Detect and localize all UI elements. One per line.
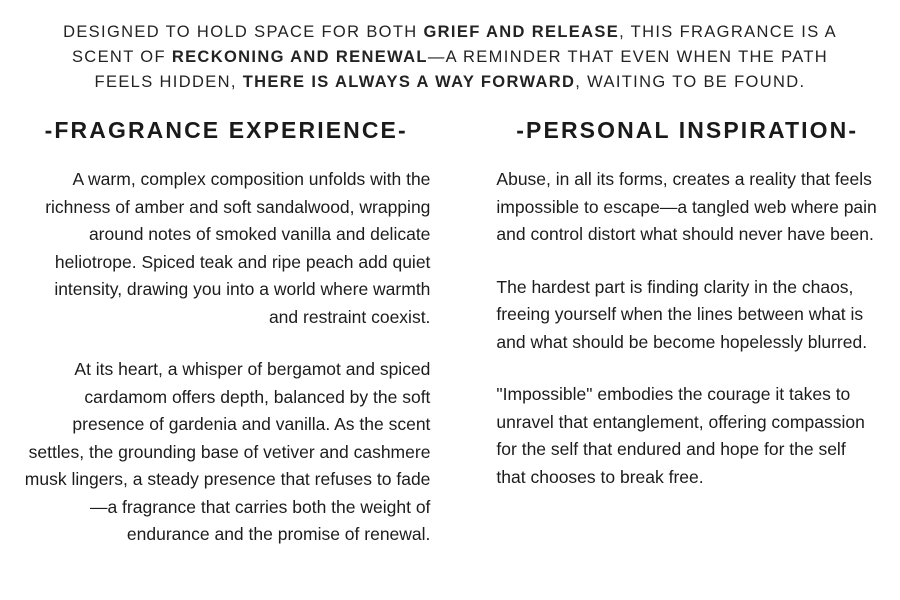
- personal-inspiration-heading: -PERSONAL INSPIRATION-: [516, 117, 859, 143]
- paragraph: "Impossible" embodies the courage it takes to unravel that entanglement, offering compassion for the self that endured and hope for the self that chooses to break free.: [496, 384, 865, 487]
- two-column-section: [22, 117, 878, 549]
- paragraph: A warm, complex composition unfolds with the richness of amber and soft sandalwood, wrapping around notes of smoked vanilla and delicate heliotrope. Spiced teak and ripe peach add quiet intensity, drawing you into a world where warmth and restraint coexist.: [45, 169, 431, 327]
- intro-text: DESIGNED TO HOLD SPACE FOR BOTH: [63, 23, 424, 41]
- fragrance-experience-body: [22, 166, 430, 549]
- fragrance-experience-column: [22, 117, 432, 549]
- paragraph: The hardest part is finding clarity in the chaos, freeing yourself when the lines between what is and what should be become hopelessly blurred.: [496, 276, 868, 352]
- intro-emphasis: GRIEF AND RELEASE: [423, 23, 620, 41]
- personal-inspiration-column: [466, 117, 878, 549]
- intro-text: , THIS FRAGRANCE IS A SCENT OF: [71, 23, 837, 66]
- intro-emphasis: RECKONING AND RENEWAL: [171, 48, 428, 66]
- fragrance-experience-heading: -FRAGRANCE EXPERIENCE-: [44, 117, 408, 143]
- intro-paragraph: [22, 20, 878, 95]
- intro-text: , WAITING TO BE FOUND.: [575, 73, 806, 91]
- intro-text: —A REMINDER THAT EVEN WHEN THE PATH FEELS HIDDEN,: [94, 48, 829, 91]
- paragraph: Abuse, in all its forms, creates a reality that feels impossible to escape—a tangled web where pain and control distort what should never have been.: [496, 169, 877, 244]
- intro-emphasis: THERE IS ALWAYS A WAY FORWARD: [242, 73, 576, 91]
- personal-inspiration-body: [496, 166, 878, 491]
- paragraph: At its heart, a whisper of bergamot and spiced cardamom offers depth, balanced by the soft presence of gardenia and vanilla. As the scent settles, the grounding base of vetiver and cashmere musk lingers, a steady presence that refuses to fade—a fragrance that carries both the weight of endurance and the promise of renewal.: [24, 359, 431, 544]
